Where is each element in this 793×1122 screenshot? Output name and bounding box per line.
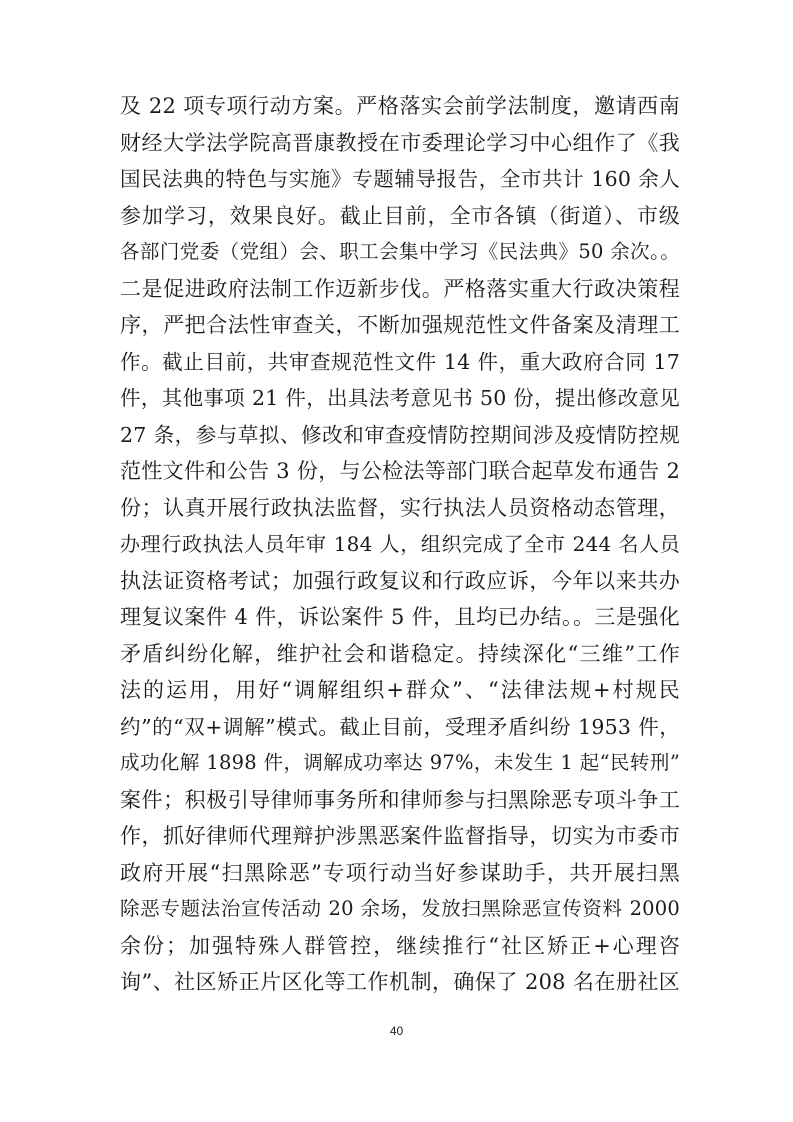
text-line: 政府开展“扫黑除恶”专项行动当好参谋助手，共开展扫黑 <box>120 860 680 885</box>
text-line: 约”的“双+调解”模式。截止目前，受理矛盾纠纷 1953 件， <box>120 714 680 739</box>
text-line: 各部门党委（党组）会、职工会集中学习《民法典》50 余次。。 <box>120 240 680 263</box>
page-number: 40 <box>389 1024 404 1038</box>
text-line: 余份；加强特殊人群管控，继续推行“社区矫正+心理咨 <box>120 933 680 958</box>
text-line: 份；认真开展行政执法监督，实行执法人员资格动态管理， <box>120 495 680 520</box>
text-line: 作，抓好律师代理辩护涉黑恶案件监督指导，切实为市委市 <box>120 824 680 848</box>
text-line: 及 22 项专项行动方案。严格落实会前学法制度，邀请西南 <box>120 94 680 118</box>
text-line: 询”、社区矫正片区化等工作机制，确保了 208 名在册社区 <box>120 970 680 994</box>
text-line: 案件；积极引导律师事务所和律师参与扫黑除恶专项斗争工 <box>120 787 680 812</box>
text-line: 执法证资格考试；加强行政复议和行政应诉，今年以来共办 <box>120 568 680 593</box>
text-line: 27 条，参与草拟、修改和审查疫情防控期间涉及疫情防控规 <box>120 422 680 447</box>
text-line: 范性文件和公告 3 份，与公检法等部门联合起草发布通告 2 <box>120 459 680 483</box>
text-line: 除恶专题法治宣传活动 20 余场，发放扫黑除恶宣传资料 2000 <box>120 897 680 920</box>
text-line: 理复议案件 4 件，诉讼案件 5 件，且均已办结。。三是强化 <box>120 605 680 629</box>
text-line: 序，严把合法性审查关，不断加强规范性文件备案及清理工 <box>120 313 680 337</box>
text-line: 财经大学法学院高晋康教授在市委理论学习中心组作了《我 <box>120 130 680 155</box>
text-line: 参加学习，效果良好。截止目前，全市各镇（街道）、市级 <box>120 203 680 228</box>
text-line: 办理行政执法人员年审 184 人，组织完成了全市 244 名人员 <box>120 532 680 556</box>
text-line: 矛盾纠纷化解，维护社会和谐稳定。持续深化“三维”工作 <box>120 641 680 666</box>
body-text <box>120 88 680 1001</box>
text-line: 成功化解 1898 件，调解成功率达 97%，未发生 1 起“民转刑” <box>120 751 680 774</box>
text-line: 国民法典的特色与实施》专题辅导报告，全市共计 160 余人 <box>120 167 680 191</box>
text-line: 法的运用，用好“调解组织+群众”、“法律法规+村规民 <box>120 678 680 702</box>
text-line: 作。截止目前，共审查规范性文件 14 件，重大政府合同 17 <box>120 349 680 374</box>
text-line: 二是促进政府法制工作迈新步伐。严格落实重大行政决策程 <box>120 276 680 301</box>
text-line: 件，其他事项 21 件，出具法考意见书 50 份，提出修改意见 <box>120 386 680 410</box>
